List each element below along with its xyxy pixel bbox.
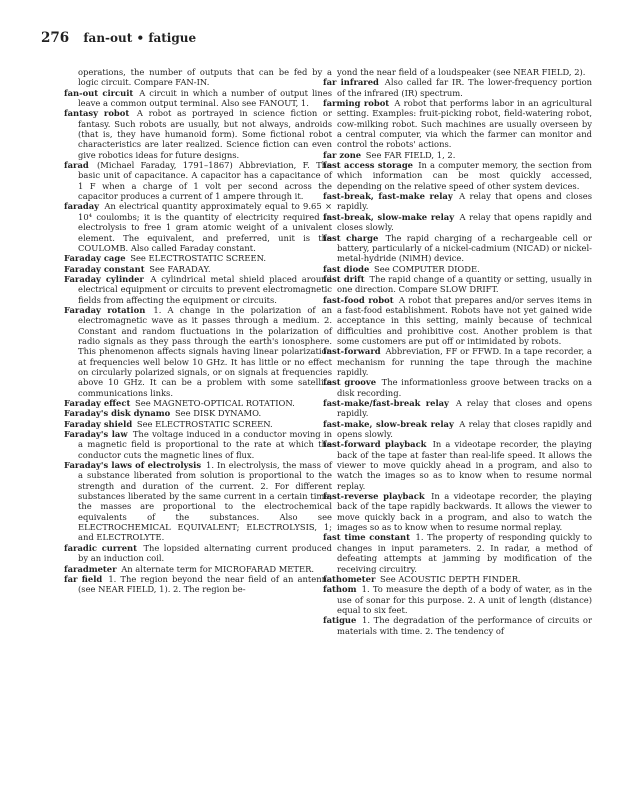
dictionary-entry	[64, 408, 332, 418]
dictionary-entry	[64, 274, 332, 305]
dictionary-entry	[323, 274, 592, 295]
dictionary-entry	[323, 98, 592, 150]
dictionary-entry	[323, 212, 592, 233]
entry-text: The lopsided alternating current produced by an induction coil.	[78, 542, 332, 564]
entry-text: A robot that prepares and/or serves items in a fast-food establishment. Robots have not yet gained wide acceptance in this setting, mainly because of technical difficulties and prohibitive cost. Another problem is that some customers are put off or intimidated by robots.	[337, 294, 592, 346]
entry-text: A relay that opens and closes rapidly.	[337, 191, 592, 212]
entry-text: See FARADAY.	[149, 263, 211, 274]
entry-text: 1. The region beyond the near field of an antenna (see NEAR FIELD, 1). 2. The region be-	[78, 573, 332, 595]
entry-text: 1. To measure the depth of a body of water, as in the use of sonar for this purpose. 2. A unit of length (distance) equal to six feet.	[337, 584, 592, 615]
entry-text: An electrical quantity approximately equal to 9.65 × 10⁴ coulombs; it is the quantity of electricity required in electrolysis to free 1 gram atomic weight of a univalent element. The equivalent, and preferred, unit is the COULOMB. Also called Faraday constant.	[78, 201, 332, 253]
dictionary-entry	[64, 160, 332, 201]
entry-text: In a computer memory, the section from which information can be most quickly accessed, depending on the relative speed of other system devices.	[337, 160, 592, 191]
entry-headword: fatigue	[323, 615, 357, 626]
dictionary-entry	[64, 543, 332, 564]
entry-text: 1. A change in the polarization of an electromagnetic wave as it passes through a medium. 2. Constant and random fluctuations in the polarization of radio signals as they pass through the earth's ionosphere. This phenomenon affects signals having linear polarization at frequencies well below 10 GHz. It has little or no effect on circularly polarized signals, or on signals at frequencies above 10 GHz. It can be a problem with some satellite communications links.	[78, 304, 332, 398]
entry-headword: fast drift	[323, 273, 365, 284]
entry-headword: fan-out circuit	[64, 87, 134, 98]
entry-text: A relay that opens rapidly and closes slowly.	[337, 211, 592, 233]
entry-headword: fast access storage	[323, 160, 414, 171]
entry-text: Abbreviation, FF or FFWD. In a tape recorder, a mechanism for running the tape through the machine rapidly.	[337, 346, 592, 377]
entry-headword: fast-break, fast-make relay	[323, 191, 453, 202]
page-number: 276	[41, 30, 70, 46]
entry-text: The voltage induced in a conductor moving in a magnetic field is proportional to the rate at which the conductor cuts the magnetic lines of flux.	[78, 429, 332, 460]
entry-headword: fast charge	[323, 232, 379, 243]
entry-text: The rapid charging of a rechargeable cell or battery, particularly of a nickel-cadmium (NICAD) or nickel-metal-hydride (NiMH) device.	[337, 232, 592, 264]
dictionary-entry	[323, 346, 592, 377]
entry-headword: faradmeter	[64, 563, 117, 574]
entry-headword: farming robot	[323, 98, 390, 109]
dictionary-entry	[323, 584, 592, 615]
entry-headword: fast-make, slow-break relay	[323, 418, 454, 429]
entry-text: 1. The property of responding quickly to changes in input parameters. 2. In radar, a method of defeating attempts at jamming by modification of the receiving circuitry.	[337, 532, 593, 574]
dictionary-entry	[323, 233, 592, 264]
dictionary-entry	[64, 398, 332, 408]
dictionary-entry	[64, 305, 332, 398]
entry-text: A cylindrical metal shield placed around electrical equipment or circuits to prevent electromagnetic fields from affecting the equipment or circuits.	[78, 273, 332, 305]
dictionary-entry	[323, 377, 592, 398]
dictionary-entry	[323, 419, 592, 440]
entry-text: 1. The degradation of the performance of circuits or materials with time. 2. The tendency of	[337, 615, 592, 636]
entry-text: A circuit in which a number of output lines leave a common output terminal. Also see FANOUT, 1.	[78, 87, 332, 109]
running-header	[41, 30, 196, 46]
left-column	[64, 67, 332, 595]
entry-headword: farad	[64, 160, 89, 171]
entry-headword: fathometer	[323, 573, 376, 584]
entry-text: See ELECTROSTATIC SCREEN.	[130, 253, 267, 264]
dictionary-entry	[323, 67, 592, 77]
entry-headword: fast-forward	[323, 346, 381, 357]
dictionary-entry	[323, 191, 592, 212]
dictionary-entry	[64, 67, 332, 88]
entry-headword: fast diode	[323, 263, 370, 274]
entry-headword: fast-forward playback	[323, 439, 427, 450]
entry-headword: faradic current	[64, 542, 137, 553]
entry-text: See FAR FIELD, 1, 2.	[365, 149, 456, 160]
entry-text: In a videotape recorder, the playing back of the tape rapidly backwards. It allows the viewer to move quickly back in a program, and also to watch the images so as to know when to resume normal replay.	[337, 491, 592, 533]
entry-headword: Faraday rotation	[64, 304, 146, 315]
entry-text: operations, the number of outputs that can be fed by a logic circuit. Compare FAN-IN.	[78, 67, 332, 88]
entry-headword: far zone	[323, 149, 362, 160]
entry-headword: Faraday cage	[64, 253, 126, 264]
dictionary-entry	[64, 253, 332, 263]
dictionary-entry	[323, 295, 592, 347]
right-column	[323, 67, 592, 636]
entry-text: See DISK DYNAMO.	[174, 408, 262, 419]
entry-headword: fast-break, slow-make relay	[323, 211, 455, 222]
entry-text: See ACOUSTIC DEPTH FINDER.	[380, 573, 521, 584]
running-title: fan-out • fatigue	[83, 31, 197, 45]
entry-text: A relay that closes rapidly and opens slowly.	[337, 418, 592, 440]
entry-headword: fast-food robot	[323, 294, 394, 305]
dictionary-entry	[323, 77, 592, 98]
entry-text: The informationless groove between tracks on a disk recording.	[337, 377, 593, 398]
entry-text: See COMPUTER DIODE.	[374, 263, 480, 274]
entry-headword: fathom	[323, 584, 357, 595]
dictionary-entry	[64, 201, 332, 253]
dictionary-entry	[323, 398, 592, 419]
entry-text: A relay that closes and opens rapidly.	[337, 398, 592, 419]
dictionary-entry	[323, 150, 592, 160]
entry-headword: fast time constant	[323, 532, 411, 543]
entry-headword: fast-make/fast-break relay	[323, 398, 449, 408]
entry-headword: Faraday effect	[64, 398, 131, 408]
dictionary-entry	[323, 532, 592, 573]
entry-headword: faraday	[64, 201, 100, 212]
entry-text: Also called far IR. The lower-frequency portion of the infrared (IR) spectrum.	[337, 77, 593, 98]
dictionary-entry	[323, 439, 592, 491]
entry-headword: Faraday cylinder	[64, 273, 144, 284]
entry-text: yond the near field of a loudspeaker (see NEAR FIELD, 2).	[337, 67, 586, 77]
dictionary-entry	[323, 574, 592, 584]
entry-headword: Faraday's law	[64, 429, 128, 440]
entry-headword: far infrared	[323, 77, 379, 88]
entry-headword: fast-reverse playback	[323, 491, 425, 502]
dictionary-entry	[64, 564, 332, 574]
entry-text: The rapid change of a quantity or setting, usually in one direction. Compare SLOW DRIFT.	[337, 273, 593, 295]
entry-text: A robot that performs labor in an agricultural setting. Examples: fruit-picking robot, field-watering robot, cow-milking robot. Such machines are usually overseen by a central computer, via which the farmer can monitor and control the robots' actions.	[337, 98, 592, 150]
dictionary-entry	[323, 491, 592, 532]
dictionary-entry	[64, 108, 332, 160]
dictionary-entry	[323, 264, 592, 274]
entry-text: In a videotape recorder, the playing back of the tape at faster than real-life speed. It allows the viewer to move quickly ahead in a program, and also to watch the images so as to know when to resume normal replay.	[337, 439, 592, 491]
dictionary-entry	[323, 160, 592, 191]
entry-text: (Michael Faraday, 1791–1867) Abbreviation, F. The basic unit of capacitance. A capacitor has a capacitance of 1 F when a charge of 1 volt per second across the capacitor produces a current of 1 ampere through it.	[78, 160, 332, 202]
entry-headword: far field	[64, 573, 103, 584]
entry-headword: Faraday constant	[64, 263, 145, 274]
dictionary-entry	[64, 88, 332, 109]
entry-headword: fast groove	[323, 377, 377, 388]
entry-headword: Faraday's laws of electrolysis	[64, 460, 202, 471]
entry-headword: Faraday's disk dynamo	[64, 408, 171, 419]
entry-headword: fantasy robot	[64, 108, 130, 119]
dictionary-entry	[64, 419, 332, 429]
dictionary-entry	[64, 264, 332, 274]
dictionary-entry	[64, 460, 332, 543]
entry-text: A robot as portrayed in science fiction or fantasy. Such robots are usually, but not always, androids (that is, they have humanoid form). Some fictional robot characteristics are later realized. Science fiction can even give robotics ideas for future designs.	[78, 108, 332, 160]
dictionary-entry	[64, 429, 332, 460]
dictionary-entry	[64, 574, 332, 595]
entry-text: 1. In electrolysis, the mass of a substance liberated from solution is proportional to the strength and duration of the current. 2. For different substances liberated by the same current in a certain time, the masses are proportional to the electrochemical equivalents of the substances. Also see ELECTROCHEMICAL EQUIVALENT; ELECTROLYSIS, 1; and ELECTROLYTE.	[78, 460, 332, 543]
dictionary-entry	[323, 615, 592, 636]
entry-text: An alternate term for MICROFARAD METER.	[121, 563, 315, 574]
entry-text: See ELECTROSTATIC SCREEN.	[136, 418, 273, 429]
entry-headword: Faraday shield	[64, 418, 133, 429]
entry-text: See MAGNETO-OPTICAL ROTATION.	[135, 398, 295, 408]
